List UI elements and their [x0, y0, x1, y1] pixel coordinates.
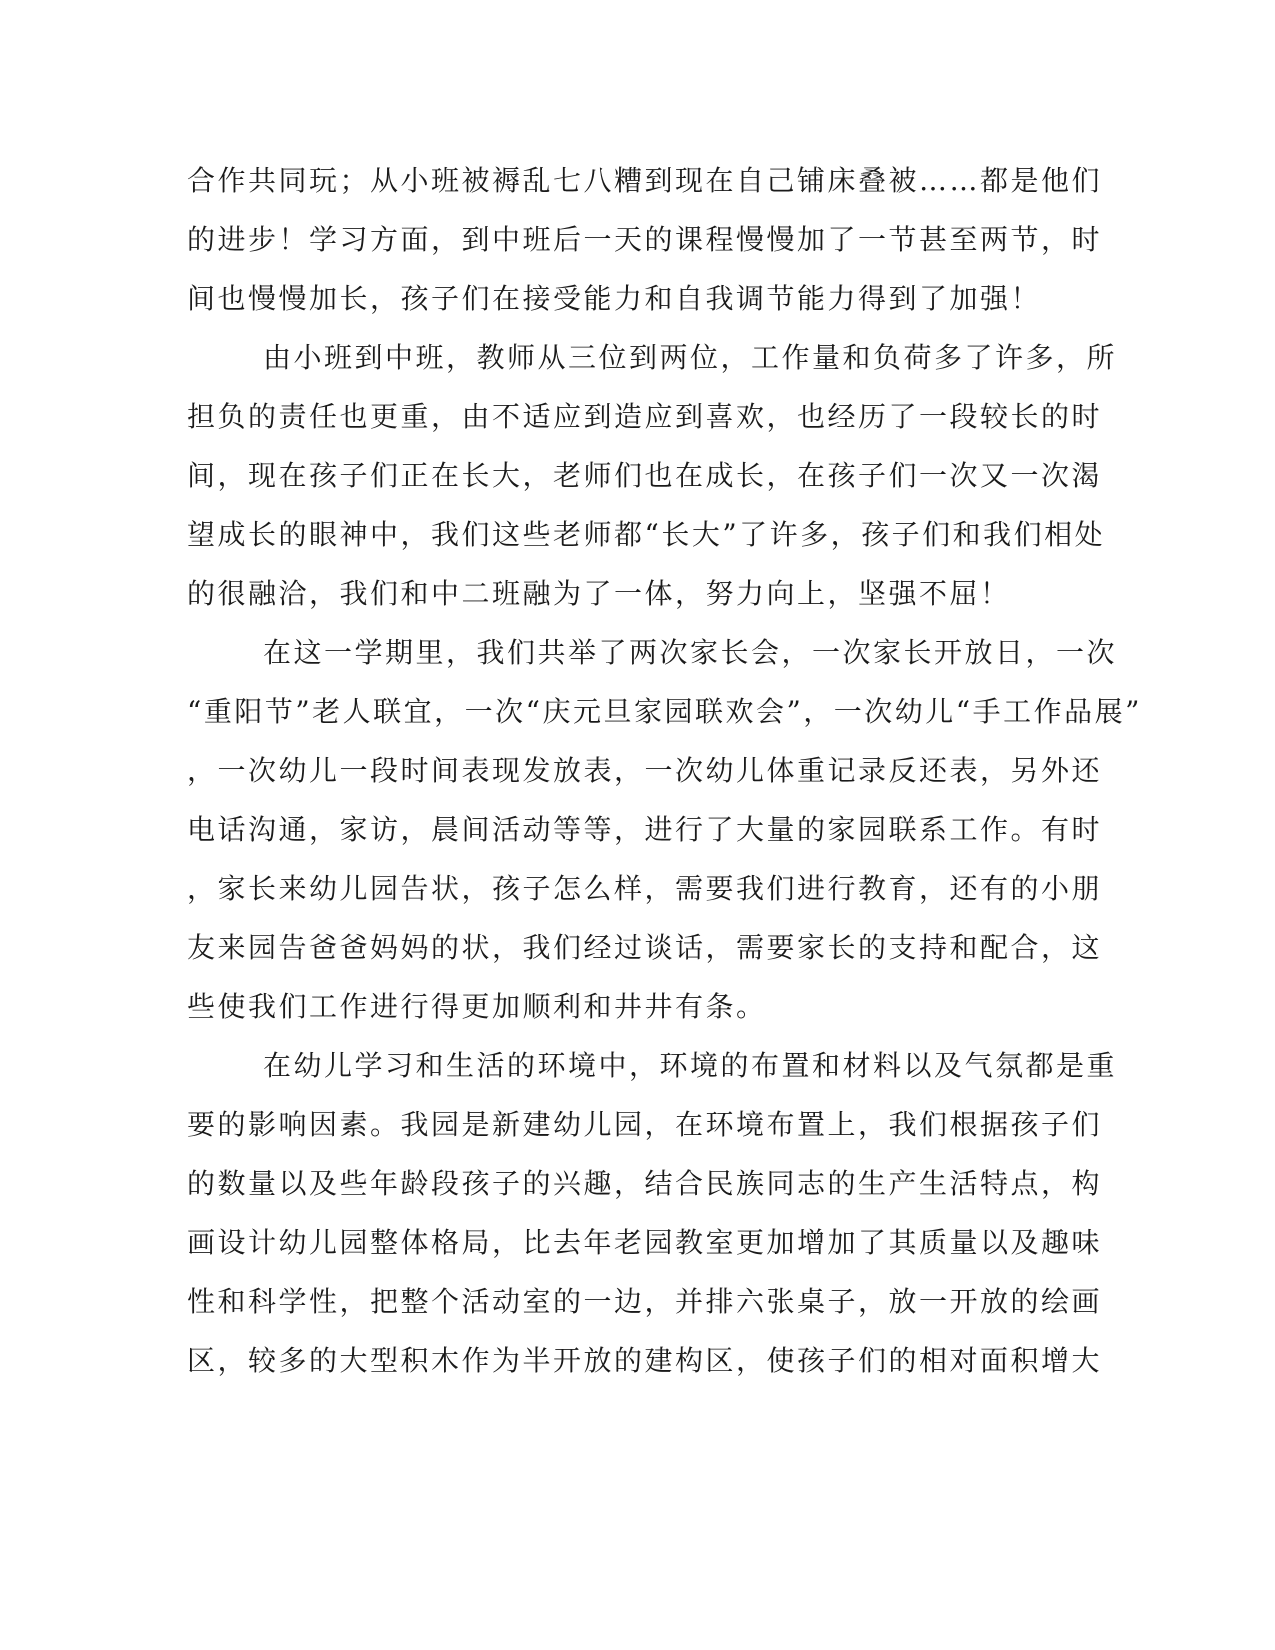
paragraph-first-line: 在幼儿学习和生活的环境中，环境的布置和材料以及气氛都是重	[263, 1049, 1118, 1082]
text-line: 要的影响因素。我园是新建幼儿园，在环境布置上，我们根据孩子们	[187, 1108, 1103, 1141]
text-line: 些使我们工作进行得更加顺利和井井有条。	[187, 990, 767, 1023]
text-line: 画设计幼儿园整体格局，比去年老园教室更加增加了其质量以及趣味	[187, 1226, 1103, 1259]
text-line: 合作共同玩；从小班被褥乱七八糟到现在自己铺床叠被……都是他们	[187, 164, 1103, 197]
text-line: 间，现在孩子们正在长大，老师们也在成长，在孩子们一次又一次渴	[187, 459, 1103, 492]
text-line: 间也慢慢加长，孩子们在接受能力和自我调节能力得到了加强！	[187, 282, 1042, 315]
text-line: ，一次幼儿一段时间表现发放表，一次幼儿体重记录反还表，另外还	[187, 754, 1103, 787]
paragraph-first-line: 由小班到中班，教师从三位到两位，工作量和负荷多了许多，所	[263, 341, 1118, 374]
text-line: “重阳节”老人联宜，一次“庆元旦家园联欢会”，一次幼儿“手工作品展”	[187, 695, 1142, 728]
text-line: 的很融洽，我们和中二班融为了一体，努力向上，坚强不屈！	[187, 577, 1011, 610]
text-line: 的数量以及些年龄段孩子的兴趣，结合民族同志的生产生活特点，构	[187, 1167, 1103, 1200]
text-line: 区，较多的大型积木作为半开放的建构区，使孩子们的相对面积增大	[187, 1344, 1103, 1377]
text-line: 望成长的眼神中，我们这些老师都“长大”了许多，孩子们和我们相处	[187, 518, 1106, 551]
paragraph-first-line: 在这一学期里，我们共举了两次家长会，一次家长开放日，一次	[263, 636, 1118, 669]
text-line: 电话沟通，家访，晨间活动等等，进行了大量的家园联系工作。有时	[187, 813, 1103, 846]
text-line: ，家长来幼儿园告状，孩子怎么样，需要我们进行教育，还有的小朋	[187, 872, 1103, 905]
text-line: 担负的责任也更重，由不适应到造应到喜欢，也经历了一段较长的时	[187, 400, 1103, 433]
text-line: 友来园告爸爸妈妈的状，我们经过谈话，需要家长的支持和配合，这	[187, 931, 1103, 964]
text-line: 性和科学性，把整个活动室的一边，并排六张桌子，放一开放的绘画	[187, 1285, 1103, 1318]
text-line: 的进步！学习方面，到中班后一天的课程慢慢加了一节甚至两节，时	[187, 223, 1103, 256]
